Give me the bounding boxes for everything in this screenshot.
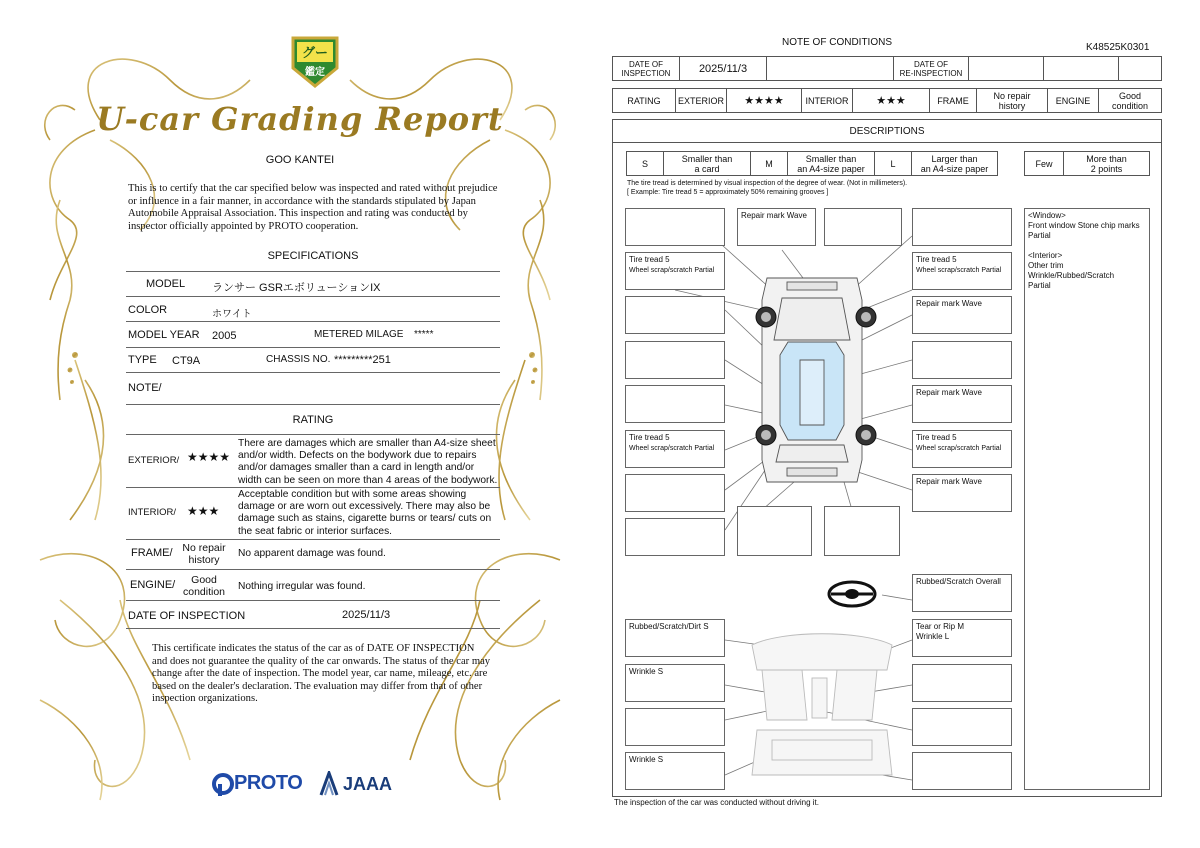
interior-stars: ★★★ [853,89,930,113]
engine-value: Good condition [182,574,226,598]
note-box-front: Repair mark Wave [737,208,816,246]
report-code: K48525K0301 [1086,42,1150,53]
interior-label: INTERIOR [802,89,853,113]
color-value: ホワイト [212,309,252,320]
engine-description: Nothing irregular was found. [238,581,366,592]
metered-milage-label: METERED MILAGE [314,329,404,340]
exterior-description: There are damages which are smaller than A4-size sheet and/or width. Defects on the bodywork due to repairs and/or damages smaller than a card in length and/or width can be seen on more than 4 areas of the bodywork. [238,438,498,486]
exterior-stars: ★★★★ [187,450,231,464]
note-box-left-2 [625,341,725,379]
note-box-rear-seat-right [912,752,1012,790]
certificate-footer: This certificate indicates the status of the car as of DATE OF INSPECTION and does not guarantee the quality of the car onwards. The status of the car may change after the date of inspection. The model year, car name, mileage, etc. are based on the dealer's declaration. The evaluation may differ from that of other inspection organizations. [152,643,491,705]
exterior-label: EXTERIOR/ [128,455,180,466]
note-box-seat-front-left: Wrinkle S [625,664,725,702]
note-box-tire-rear-right: Tire tread 5 Wheel scrap/scratch Partial [912,430,1012,468]
note-box-left-1 [625,296,725,334]
steering-wheel-icon [829,582,875,606]
note-box-left-4 [625,474,725,512]
proto-logo: PROTO [212,771,312,797]
interior-description: Acceptable condition but with some areas showing damage or are worn out excessively. There may also be damage such as stains, cigarette burns or tears/ cuts on the seat fabric or interior surfaces. [238,489,492,537]
note-box-dashboard: Rubbed/Scratch/Dirt S [625,619,725,657]
note-box-tire-front-left: Tire tread 5 Wheel scrap/scratch Partial [625,252,725,290]
rating-heading: RATING [292,414,334,426]
note-box-right-3: Repair mark Wave [912,385,1012,423]
re-inspection-label: DATE OF RE-INSPECTION [894,57,969,81]
date-of-inspection-value: 2025/11/3 [680,57,767,81]
note-box-steering: Rubbed/Scratch Overall [912,574,1012,612]
color-label: COLOR [128,304,168,316]
tread-note: The tire tread is determined by visual inspection of the degree of wear. (Not in millimeters). [627,180,908,187]
jaaa-logo: JAAA [318,771,398,797]
date-of-inspection-label: DATE OF INSPECTION [613,57,680,81]
note-box-right-4: Repair mark Wave [912,474,1012,512]
interior-label: INTERIOR/ [128,507,177,518]
frame-value: No repair history [182,542,226,566]
exterior-label: EXTERIOR [676,89,727,113]
exterior-stars: ★★★★ [727,89,802,113]
note-box-seat-front-right [912,664,1012,702]
certify-text: This is to certify that the car specified below was inspected and rated without prejudice or influence in a fair manner, in accordance with the standards stipulated by Japan Automobile Appraisal Association. This inspection and rating was conducted by inspector officially appointed by PROTO cooperation. [128,183,498,232]
frame-description: No apparent damage was found. [238,548,386,559]
model-value: ランサー GSRエボリューションIX [212,282,381,294]
frame-value: No repair history [977,89,1048,113]
date-of-inspection-label: DATE OF INSPECTION [128,610,246,622]
note-box-seat-tear: Tear or Rip M Wrinkle L [912,619,1012,657]
note-box-right-2 [912,341,1012,379]
note-box-front-2 [824,208,902,246]
inspection-footer: The inspection of the car was conducted without driving it. [614,798,819,807]
report-title: U-car Grading Report [96,100,504,138]
note-box-rear-2 [824,506,900,556]
date-row [612,56,1162,81]
type-value: CT9A [172,355,201,367]
general-notes-box: <Window> Front window Stone chip marks Partial <Interior> Other trim Wrinkle/Rubbed/Scratch Partial [1024,208,1150,790]
note-box-front-left [625,208,725,246]
model-year-value: 2005 [212,330,237,342]
note-box-interior-left [625,708,725,746]
goo-kantei-logo: グー 鑑定 [287,32,343,90]
conditions-title: NOTE OF CONDITIONS [782,37,892,48]
type-label: TYPE [128,354,157,366]
note-box-tire-rear-left: Tire tread 5 Wheel scrap/scratch Partial [625,430,725,468]
jaaa-mark-icon [318,771,340,797]
note-box-left-3 [625,385,725,423]
chassis-value: *********251 [334,354,391,366]
note-box-right-1: Repair mark Wave [912,296,1012,334]
engine-value: Good condition [1099,89,1162,113]
metered-milage-value: ***** [414,329,434,340]
note-box-rear [737,506,812,556]
report-subtitle: GOO KANTEI [265,154,335,166]
date-of-inspection-value: 2025/11/3 [342,609,391,621]
note-box-front-right [912,208,1012,246]
rating-label: RATING [613,89,676,113]
specifications-heading: SPECIFICATIONS [267,250,359,262]
tread-example: [ Example: Tire tread 5 = approximately 50% remaining grooves ] [627,189,829,196]
few-legend: Few More than 2 points [1024,151,1150,176]
chassis-label: CHASSIS NO. [266,354,331,365]
note-box-rear-left [625,518,725,556]
note-box-interior-right [912,708,1012,746]
engine-label: ENGINE/ [130,579,176,591]
model-label: MODEL [146,278,186,290]
frame-label: FRAME/ [131,547,173,559]
interior-stars: ★★★ [187,504,220,518]
engine-label: ENGINE [1048,89,1099,113]
model-year-label: MODEL YEAR [128,329,200,341]
frame-label: FRAME [930,89,977,113]
note-box-tire-front-right: Tire tread 5 Wheel scrap/scratch Partial [912,252,1012,290]
rating-row [612,88,1162,113]
proto-mark-icon [212,772,234,796]
size-legend: S Smaller than a card M Smaller than an A4-size paper L Larger than an A4-size paper [626,151,998,176]
descriptions-heading: DESCRIPTIONS [849,126,925,137]
note-box-rear-seat-left: Wrinkle S [625,752,725,790]
note-label: NOTE/ [128,382,162,394]
